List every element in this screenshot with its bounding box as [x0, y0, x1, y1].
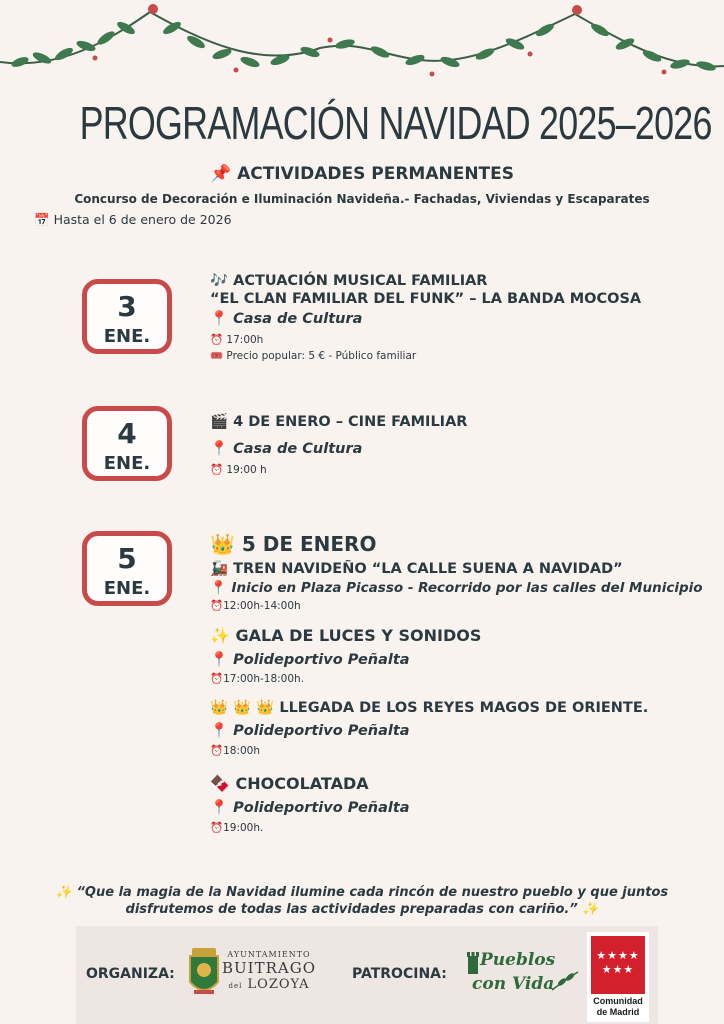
permanent-heading: [0, 164, 724, 184]
map-pin-icon: 📍: [210, 723, 229, 739]
event-place-text: Polideportivo Peñalta: [233, 800, 410, 816]
event-time: [210, 744, 703, 757]
ayto-line-3: del: [228, 982, 243, 990]
event-title-text: LLEGADA DE LOS REYES MAGOS DE ORIENTE.: [279, 700, 649, 716]
date-day: 3: [117, 290, 137, 323]
event-place: [210, 580, 703, 596]
event-title: [210, 272, 641, 289]
date-day: 5: [117, 542, 137, 575]
quote-line-1: [0, 884, 724, 901]
madrid-flag-icon: ★★★★ ★★★: [591, 936, 645, 994]
page-title: PROGRAMACIÓN NAVIDAD 2025–2026: [79, 97, 712, 149]
event-time-text: 19:00 h: [226, 464, 267, 476]
event-time-text: 17:00h: [226, 334, 264, 346]
date-month: ENE.: [103, 453, 151, 474]
event-title: [210, 560, 703, 577]
chocolate-bar-icon: 🍫: [210, 774, 230, 793]
date-month: ENE.: [103, 578, 151, 599]
sparkles-icon: ✨: [582, 902, 599, 917]
comunidad-de-madrid-logo: [587, 932, 649, 1022]
day-heading: [210, 532, 703, 556]
clapperboard-icon: 🎬: [210, 414, 229, 430]
date-month: ENE.: [103, 326, 151, 347]
ayto-line-2: BUITRAGO: [222, 959, 317, 977]
permanent-heading-text: ACTIVIDADES PERMANENTES: [237, 164, 515, 184]
event-title: [210, 413, 467, 430]
pueblos-con-vida-logo: [464, 948, 584, 1008]
cm-line-2: de Madrid: [596, 1007, 640, 1017]
event-time: [210, 599, 703, 612]
event-title: [210, 774, 703, 793]
organiza-label: ORGANIZA:: [86, 966, 175, 982]
permanent-subtitle: Concurso de Decoración e Iluminación Navideña.- Fachadas, Viviendas y Escaparates: [74, 192, 650, 206]
event-title-text: TREN NAVIDEÑO “LA CALLE SUENA A NAVIDAD”: [233, 561, 623, 577]
event-block-5: [210, 532, 703, 834]
event-place: [210, 440, 467, 457]
buitrago-logo-text: [222, 950, 316, 992]
patrocina-label: PATROCINA:: [352, 966, 447, 982]
pueblos-line-1: Pueblos: [480, 950, 556, 970]
event-place-text: Inicio en Plaza Picasso - Recorrido por las calles del Municipio: [231, 580, 703, 596]
event-place: [210, 310, 641, 327]
date-badge-5: [82, 531, 172, 606]
event-time: [210, 333, 641, 346]
event-time: [210, 463, 467, 476]
event-title: [210, 626, 703, 645]
leaf-branch-icon: [550, 970, 580, 992]
three-crowns-icon: 👑 👑 👑: [210, 700, 275, 716]
event-title-text: 4 DE ENERO – CINE FAMILIAR: [233, 414, 468, 430]
alarm-clock-icon: ⏰: [210, 464, 224, 476]
event-subtitle: “EL CLAN FAMILIAR DEL FUNK” – LA BANDA MOCOSA: [210, 291, 642, 307]
event-price-text: Precio popular: 5 € - Público familiar: [226, 350, 417, 362]
day-heading-text: 5 DE ENERO: [241, 532, 377, 556]
event-place-text: Polideportivo Peñalta: [233, 652, 410, 668]
map-pin-icon: 📍: [210, 441, 229, 457]
event-place-text: Casa de Cultura: [233, 311, 363, 327]
permanent-date-text: Hasta el 6 de enero de 2026: [53, 212, 232, 227]
date-day: 4: [117, 417, 137, 450]
event-place: [210, 722, 703, 739]
ayto-line-4: LOZOYA: [247, 977, 310, 992]
alarm-clock-icon: ⏰: [210, 822, 224, 834]
event-title-text: CHOCOLATADA: [235, 774, 369, 793]
map-pin-icon: 📍: [210, 311, 229, 327]
ayto-line-1: AYUNTAMIENTO: [227, 950, 311, 959]
garland-decoration: [0, 0, 724, 95]
event-title-text: ACTUACIÓN MUSICAL FAMILIAR: [233, 273, 488, 289]
event-time-text: 17:00h-18:00h.: [223, 673, 305, 685]
event-time-text: 12:00h-14:00h: [223, 600, 301, 612]
footer-sponsors: [76, 926, 658, 1024]
closing-quote: [0, 884, 724, 918]
event-time: [210, 672, 703, 685]
pushpin-icon: 📌: [209, 164, 232, 184]
crown-icon: 👑: [210, 532, 235, 556]
event-price: [210, 349, 641, 362]
tower-icon: [466, 952, 480, 974]
permanent-date: [34, 212, 232, 228]
event-block-3: [210, 272, 641, 362]
quote-line-2-text: disfrutemos de todas las actividades preparadas con cariño.”: [125, 902, 578, 917]
ticket-icon: 🎟️: [210, 350, 224, 362]
date-badge-3: [82, 279, 172, 354]
date-badge-4: [82, 406, 172, 481]
buitrago-coat-of-arms-icon: [186, 946, 222, 1002]
alarm-clock-icon: ⏰: [210, 600, 224, 612]
pueblos-line-2: con Vida: [472, 974, 555, 994]
event-block-4: [210, 413, 467, 476]
sparkles-icon: ✨: [210, 626, 230, 645]
event-place: [210, 799, 703, 816]
calendar-icon: 📅: [34, 212, 50, 227]
event-place-text: Polideportivo Peñalta: [233, 723, 410, 739]
event-time-text: 19:00h.: [223, 822, 264, 834]
event-title-text: GALA DE LUCES Y SONIDOS: [235, 626, 482, 645]
music-notes-icon: 🎶: [210, 273, 229, 289]
event-title: [210, 699, 703, 716]
event-place-text: Casa de Cultura: [233, 441, 363, 457]
train-icon: 🚂: [210, 561, 229, 577]
quote-line-2: [0, 901, 724, 918]
event-time-text: 18:00h: [223, 745, 260, 757]
map-pin-icon: 📍: [210, 580, 227, 596]
alarm-clock-icon: ⏰: [210, 673, 224, 685]
sparkles-icon: ✨: [55, 885, 73, 900]
map-pin-icon: 📍: [210, 652, 229, 668]
cm-line-1: Comunidad: [593, 996, 643, 1006]
map-pin-icon: 📍: [210, 800, 229, 816]
alarm-clock-icon: ⏰: [210, 745, 224, 757]
alarm-clock-icon: ⏰: [210, 334, 224, 346]
quote-line-1-text: “Que la magia de la Navidad ilumine cada rincón de nuestro pueblo y que juntos: [76, 885, 669, 900]
event-place: [210, 651, 703, 668]
event-time: [210, 821, 703, 834]
